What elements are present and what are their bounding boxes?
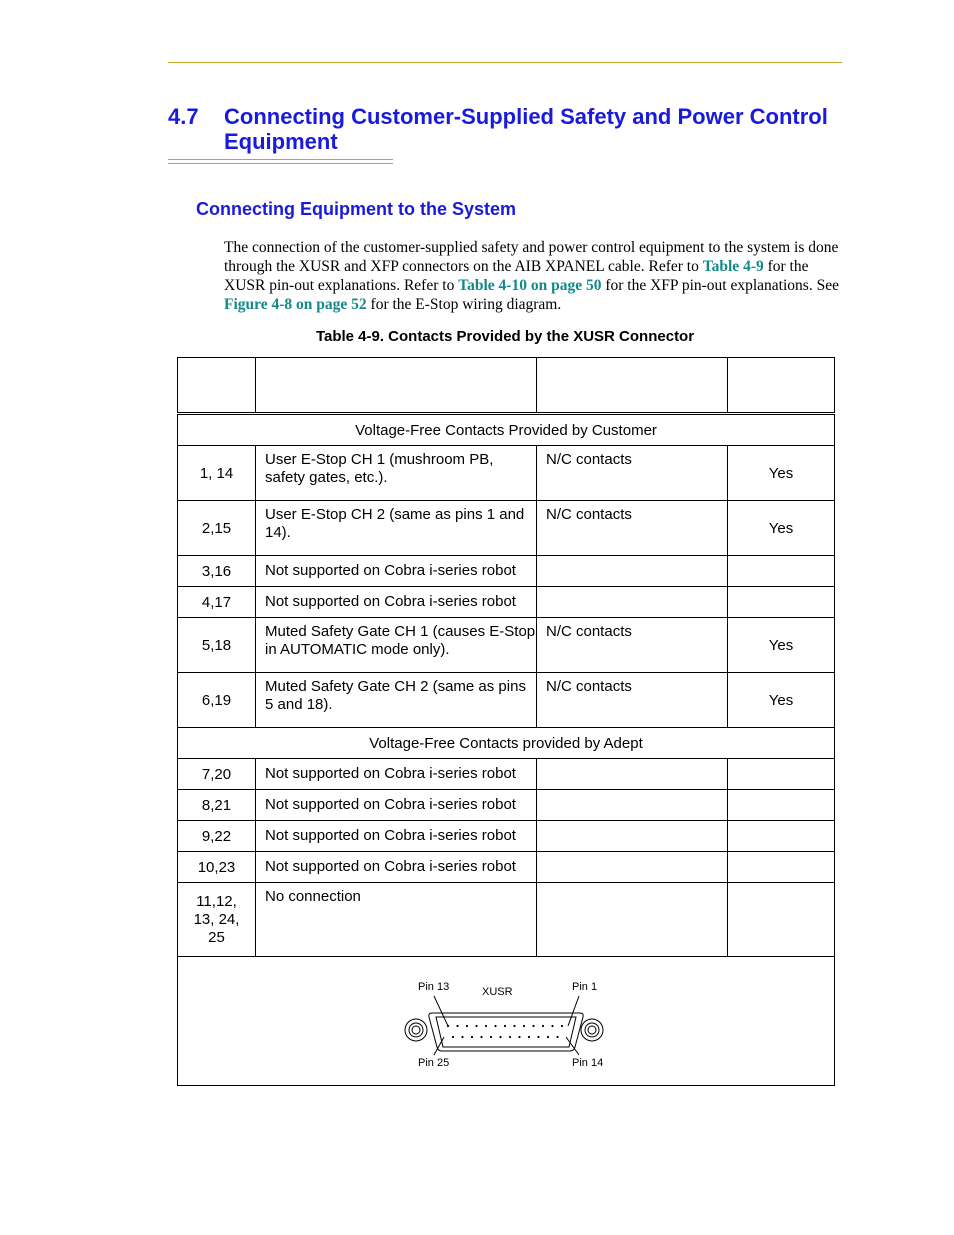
description-cell: Muted Safety Gate CH 1 (causes E-Stop in AUTOMATIC mode only). <box>256 618 537 673</box>
table-row <box>178 587 835 618</box>
table-row <box>178 821 835 852</box>
type-cell: N/C contacts <box>537 446 728 501</box>
description-cell: User E-Stop CH 2 (same as pins 1 and 14). <box>256 501 537 556</box>
description-cell: No connection <box>256 883 537 957</box>
pin-dot <box>461 1036 463 1038</box>
required-cell <box>728 556 835 587</box>
pin-cell: 9,22 <box>178 821 256 852</box>
pin-dot <box>452 1036 454 1038</box>
pin-dot <box>537 1036 539 1038</box>
type-cell <box>537 821 728 852</box>
header-cell <box>256 358 537 414</box>
diagram-row <box>178 957 835 1086</box>
type-cell: N/C contacts <box>537 501 728 556</box>
table-row <box>178 673 835 728</box>
required-cell: Yes <box>728 446 835 501</box>
pin-dot <box>499 1036 501 1038</box>
description-cell: Not supported on Cobra i-series robot <box>256 821 537 852</box>
description-cell: User E-Stop CH 1 (mushroom PB, safety gates, etc.). <box>256 446 537 501</box>
pin-dot <box>551 1025 553 1027</box>
pin-dot <box>485 1025 487 1027</box>
pin-dot <box>523 1025 525 1027</box>
type-cell <box>537 852 728 883</box>
required-cell: Yes <box>728 501 835 556</box>
required-cell <box>728 883 835 957</box>
pin-cell: 8,21 <box>178 790 256 821</box>
table-row <box>178 556 835 587</box>
group-label: Voltage-Free Contacts Provided by Customer <box>178 414 835 446</box>
pin-dot <box>456 1025 458 1027</box>
table-row <box>178 790 835 821</box>
pin-dot <box>528 1036 530 1038</box>
type-cell <box>537 556 728 587</box>
description-cell: Not supported on Cobra i-series robot <box>256 759 537 790</box>
connector-shell <box>405 996 603 1055</box>
type-cell <box>537 790 728 821</box>
group-label: Voltage-Free Contacts provided by Adept <box>178 728 835 759</box>
pin-dot <box>542 1025 544 1027</box>
pin-dot <box>471 1036 473 1038</box>
connector-label: XUSR <box>482 986 513 998</box>
para-text: for the XUSR pin-out explanations. Refer to <box>224 258 809 294</box>
pin-dot <box>532 1025 534 1027</box>
pin-dot <box>513 1025 515 1027</box>
description-cell: Not supported on Cobra i-series robot <box>256 587 537 618</box>
required-cell: Yes <box>728 618 835 673</box>
pin14-label: Pin 14 <box>572 1057 604 1069</box>
description-cell: Muted Safety Gate CH 2 (same as pins 5 and 18). <box>256 673 537 728</box>
pin1-label: Pin 1 <box>572 981 598 993</box>
pin-cell: 7,20 <box>178 759 256 790</box>
para-text: for the E-Stop wiring diagram. <box>366 296 562 313</box>
header-cell <box>537 358 728 414</box>
required-cell <box>728 821 835 852</box>
required-cell <box>728 587 835 618</box>
pin-dot <box>518 1036 520 1038</box>
pin-dot <box>494 1025 496 1027</box>
para-text: for the XFP pin-out explanations. See <box>601 277 839 294</box>
contacts-table <box>177 357 835 1086</box>
required-cell <box>728 759 835 790</box>
pin-cell: 4,17 <box>178 587 256 618</box>
section-number: 4.7 <box>168 104 199 129</box>
pin25-label: Pin 25 <box>418 1057 450 1069</box>
pin-dot <box>466 1025 468 1027</box>
table-header-row <box>178 358 835 414</box>
header-cell <box>178 358 256 414</box>
top-rule <box>168 62 842 63</box>
table-row <box>178 852 835 883</box>
type-cell: N/C contacts <box>537 673 728 728</box>
para-text: The connection of the customer-supplied safety and power control equipment to the system is done through the XUSR and XFP connectors on the AIB XPANEL cable. Refer to <box>224 239 839 275</box>
pin-dot <box>504 1025 506 1027</box>
group-row-adept <box>178 728 835 759</box>
pin-cell: 6,19 <box>178 673 256 728</box>
description-cell: Not supported on Cobra i-series robot <box>256 556 537 587</box>
table-caption: Table 4-9. Contacts Provided by the XUSR Connector <box>315 328 695 345</box>
required-cell: Yes <box>728 673 835 728</box>
type-cell <box>537 759 728 790</box>
pin13-label: Pin 13 <box>418 981 450 993</box>
pin-cell: 3,16 <box>178 556 256 587</box>
type-cell <box>537 587 728 618</box>
pin-dot <box>556 1036 558 1038</box>
table-row <box>178 759 835 790</box>
description-cell: Not supported on Cobra i-series robot <box>256 790 537 821</box>
pin-dot <box>475 1025 477 1027</box>
table-row <box>178 618 835 673</box>
header-cell <box>728 358 835 414</box>
table-4-9-link[interactable]: Table 4-9 <box>702 258 764 275</box>
pin-dot <box>561 1025 563 1027</box>
section-title: Connecting Customer-Supplied Safety and Power Control Equipment <box>224 104 828 154</box>
type-cell <box>537 883 728 957</box>
table-row <box>178 883 835 957</box>
pin-dot <box>490 1036 492 1038</box>
pin-cell: 10,23 <box>178 852 256 883</box>
pin-dot <box>480 1036 482 1038</box>
required-cell <box>728 852 835 883</box>
pin-cell: 5,18 <box>178 618 256 673</box>
figure-4-8-link[interactable]: Figure 4-8 on page 52 <box>224 296 367 313</box>
heading-rule <box>168 159 393 160</box>
table-row <box>178 446 835 501</box>
pin-cell: 2,15 <box>178 501 256 556</box>
type-cell: N/C contacts <box>537 618 728 673</box>
subsection-title: Connecting Equipment to the System <box>196 199 517 219</box>
table-4-10-link[interactable]: Table 4-10 on page 50 <box>458 277 602 294</box>
diagram-cell <box>178 957 835 1086</box>
pin-cell: 11,12, 13, 24, 25 <box>178 883 256 957</box>
pin-dot <box>547 1036 549 1038</box>
heading-rule <box>168 163 393 164</box>
description-cell: Not supported on Cobra i-series robot <box>256 852 537 883</box>
table-row <box>178 501 835 556</box>
pin-dot <box>509 1036 511 1038</box>
connector-pins <box>447 1025 563 1038</box>
body-paragraph <box>224 238 842 314</box>
required-cell <box>728 790 835 821</box>
db25-connector-diagram <box>396 971 616 1071</box>
group-row-customer <box>178 414 835 446</box>
pin-dot <box>447 1025 449 1027</box>
pin-cell: 1, 14 <box>178 446 256 501</box>
